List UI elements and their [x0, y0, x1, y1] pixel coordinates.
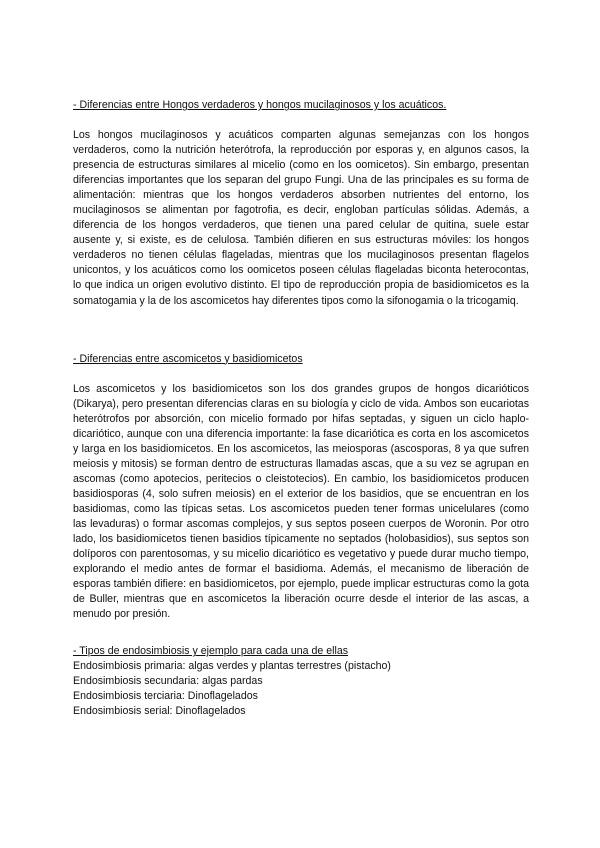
- section-heading-endosimbiosis: - Tipos de endosimbiosis y ejemplo para cada una de ellas: [73, 645, 349, 658]
- paragraph-hongos-verdaderos: Los hongos mucilaginosos y acuáticos comparten algunas semejanzas con los hongos verdaderos, como la nutrición heterótrofa, la reproducción por esporas y, en algunos casos, la presencia de estructuras similares al micelio (como en los oomicetos). Sin embargo, presentan diferencias importantes que los separan del grupo Fungi. Una de las principales es su forma de alimentación: mientras que los hongos verdaderos absorben nutrientes del entorno, los mucilaginosos se alimentan por fagotrofia, es decir, engloban partículas sólidas. Además, a diferencia de los hongos verdaderos, que tienen una pared celular de quitina, suele estar ausente y, si existe, es de celulosa. También difieren en sus estructuras móviles: los hongos verdaderos no tienen células flageladas, mientras que los mucilaginosos presentan flagelos unicontos, y los acuáticos como los oomicetos poseen células flageladas biconta heterocontas, lo que indica un origen evolutivo distinto. El tipo de reproducción propia de basidiomicetos es la somatogamia y la de los ascomicetos hay diferentes tipos como la sifonogamia o la tricogamiq.: [73, 129, 529, 307]
- endosimbiosis-terciaria-line: Endosimbiosis terciaria: Dinoflagelados: [73, 690, 258, 703]
- endosimbiosis-primaria-line: Endosimbiosis primaria: algas verdes y plantas terrestres (pistacho): [73, 660, 391, 673]
- section-heading-hongos-verdaderos: - Diferencias entre Hongos verdaderos y hongos mucilaginosos y los acuáticos.: [73, 99, 447, 111]
- paragraph-ascomicetos-basidiomicetos: Los ascomicetos y los basidiomicetos son los dos grandes grupos de hongos dicarióticos (Dikarya), pero presentan diferencias claras en su biología y ciclo de vida. Ambos son eucariotas heterótrofos por absorción, con micelio formado por hifas septadas, y siguen un ciclo haplo-dicariótico, aunque con una diferencia importante: la fase dicariótica es corta en los ascomicetos y larga en los basidiomicetos. En los ascomicetos, las meiosporas (ascosporas, 8 ya que sufren meiosis y mitosis) se forman dentro de estructuras llamadas ascas, que a su vez se agrupan en ascomas (como apotecios, peritecios o cleistotecios). En cambio, los basidiomicetos producen basidiosporas (4, solo sufren meiosis) en el exterior de los basidios, que se encuentran en los basidiomas, como las típicas setas. Los ascomicetos pueden tener formas unicelulares (como las levaduras) o formar ascomas complejos, y sus septos poseen cuerpos de Woronin. Por otro lado, los basidiomicetos tienen basidios típicamente no septados (holobasidios), sus septos son dolíporos con parentosomas, y su micelio dicariótico es vegetativo y puede durar mucho tiempo, explorando el medio antes de formar el basidioma. Además, el mecanismo de liberación de esporas también difiere: en basidiomicetos, por ejemplo, puede implicar estructuras como la gota de Buller, mientras que en ascomicetos la liberación ocurre desde el interior de las ascas, a menudo por presión.: [73, 382, 529, 621]
- endosimbiosis-serial-line: Endosimbiosis serial: Dinoflagelados: [73, 705, 246, 718]
- document-body: [73, 98, 529, 720]
- endosimbiosis-secundaria-line: Endosimbiosis secundaria: algas pardas: [73, 675, 263, 688]
- section-heading-ascomicetos-basidiomicetos: - Diferencias entre ascomicetos y basidiomicetos: [73, 352, 303, 365]
